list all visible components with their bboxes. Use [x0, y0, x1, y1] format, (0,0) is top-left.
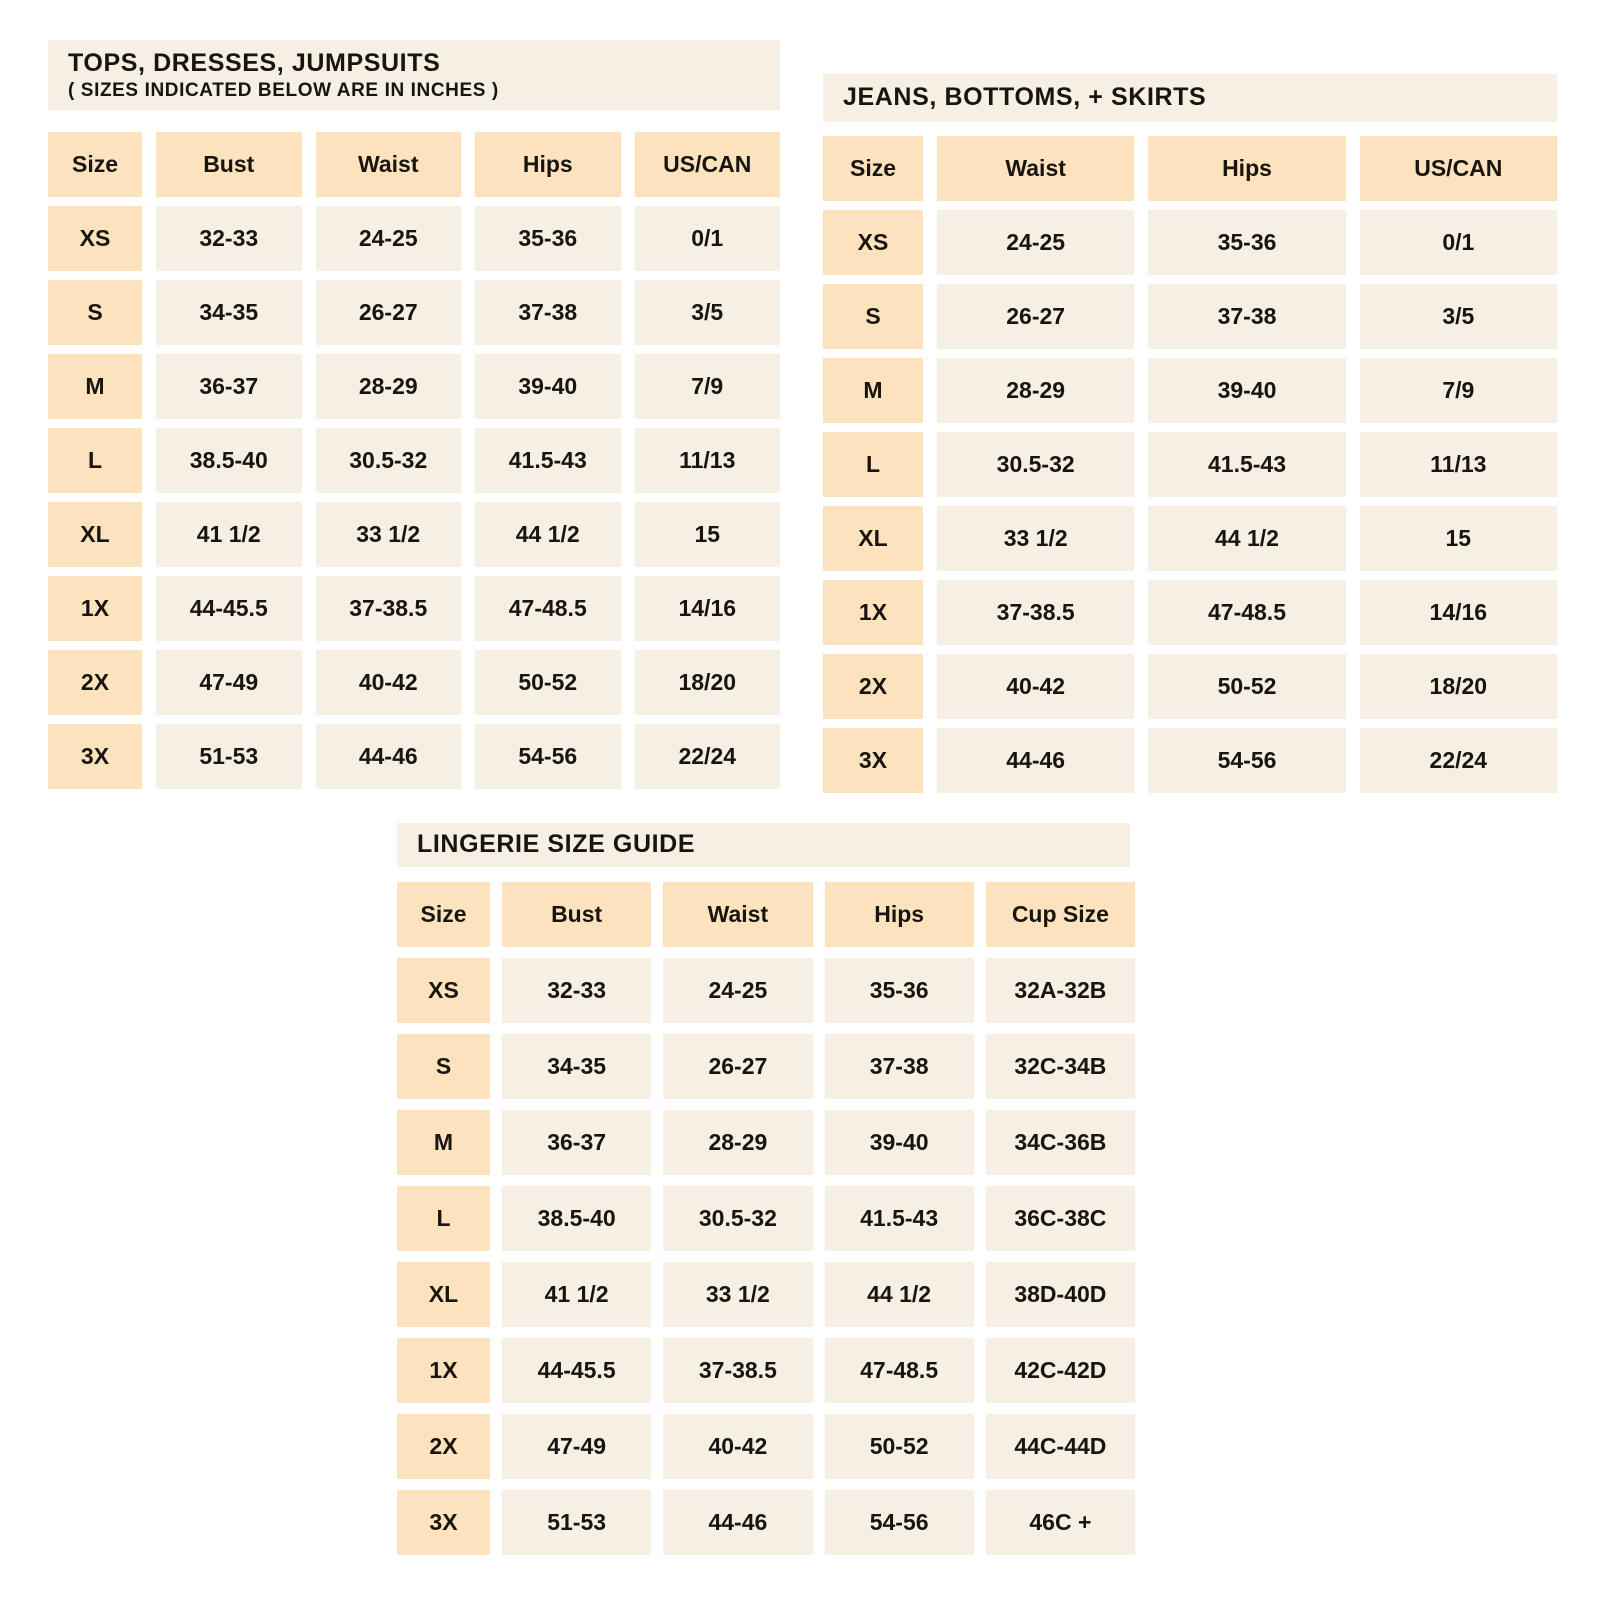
size-label-cell: L [823, 432, 923, 497]
measurement-cell: 47-49 [156, 650, 302, 715]
measurement-cell: 47-49 [502, 1414, 651, 1479]
column-header-waist: Waist [316, 132, 462, 197]
size-label-cell: 1X [48, 576, 142, 641]
measurement-cell: 51-53 [502, 1490, 651, 1555]
measurement-cell: 30.5-32 [937, 432, 1134, 497]
measurement-cell: 46C + [986, 1490, 1135, 1555]
measurement-cell: 54-56 [475, 724, 621, 789]
measurement-cell: 36-37 [156, 354, 302, 419]
measurement-cell: 18/20 [635, 650, 781, 715]
column-header-waist: Waist [663, 882, 812, 947]
lingerie-size-guide-table [397, 823, 1135, 1555]
measurement-cell: 47-48.5 [475, 576, 621, 641]
column-header-size: Size [397, 882, 490, 947]
measurement-cell: 26-27 [937, 284, 1134, 349]
column-header-cup-size: Cup Size [986, 882, 1135, 947]
size-label-cell: M [823, 358, 923, 423]
measurement-cell: 40-42 [937, 654, 1134, 719]
measurement-cell: 42C-42D [986, 1338, 1135, 1403]
measurement-cell: 38D-40D [986, 1262, 1135, 1327]
size-label-cell: XS [48, 206, 142, 271]
measurement-cell: 47-48.5 [825, 1338, 974, 1403]
size-label-cell: 3X [823, 728, 923, 793]
measurement-cell: 54-56 [825, 1490, 974, 1555]
measurement-cell: 24-25 [663, 958, 812, 1023]
tops-dresses-jumpsuits-table [48, 40, 780, 789]
measurement-cell: 32C-34B [986, 1034, 1135, 1099]
size-label-cell: XL [48, 502, 142, 567]
measurement-cell: 26-27 [663, 1034, 812, 1099]
measurement-cell: 44-46 [316, 724, 462, 789]
measurement-cell: 26-27 [316, 280, 462, 345]
measurement-cell: 34-35 [502, 1034, 651, 1099]
column-header-bust: Bust [156, 132, 302, 197]
measurement-cell: 33 1/2 [316, 502, 462, 567]
size-label-cell: XS [823, 210, 923, 275]
measurement-cell: 37-38.5 [663, 1338, 812, 1403]
measurement-cell: 50-52 [475, 650, 621, 715]
measurement-cell: 14/16 [1360, 580, 1557, 645]
measurement-cell: 0/1 [635, 206, 781, 271]
measurement-cell: 0/1 [1360, 210, 1557, 275]
measurement-cell: 44C-44D [986, 1414, 1135, 1479]
measurement-cell: 41.5-43 [825, 1186, 974, 1251]
lingerie-table-title: LINGERIE SIZE GUIDE [417, 830, 696, 859]
size-label-cell: 3X [397, 1490, 490, 1555]
measurement-cell: 44-46 [663, 1490, 812, 1555]
measurement-cell: 11/13 [635, 428, 781, 493]
measurement-cell: 44 1/2 [475, 502, 621, 567]
measurement-cell: 38.5-40 [156, 428, 302, 493]
size-label-cell: M [48, 354, 142, 419]
tops-table-grid [48, 132, 780, 789]
measurement-cell: 35-36 [825, 958, 974, 1023]
column-header-us-can: US/CAN [635, 132, 781, 197]
size-label-cell: S [823, 284, 923, 349]
measurement-cell: 37-38.5 [937, 580, 1134, 645]
measurement-cell: 54-56 [1148, 728, 1345, 793]
measurement-cell: 14/16 [635, 576, 781, 641]
column-header-size: Size [823, 136, 923, 201]
measurement-cell: 44-45.5 [502, 1338, 651, 1403]
size-label-cell: S [48, 280, 142, 345]
jeans-table-title: JEANS, BOTTOMS, + SKIRTS [843, 83, 1207, 112]
column-header-hips: Hips [825, 882, 974, 947]
size-label-cell: L [48, 428, 142, 493]
measurement-cell: 15 [635, 502, 781, 567]
jeans-table-grid [823, 136, 1557, 793]
measurement-cell: 41 1/2 [502, 1262, 651, 1327]
measurement-cell: 15 [1360, 506, 1557, 571]
measurement-cell: 30.5-32 [663, 1186, 812, 1251]
measurement-cell: 34C-36B [986, 1110, 1135, 1175]
measurement-cell: 41.5-43 [1148, 432, 1345, 497]
measurement-cell: 37-38.5 [316, 576, 462, 641]
measurement-cell: 40-42 [316, 650, 462, 715]
measurement-cell: 11/13 [1360, 432, 1557, 497]
measurement-cell: 33 1/2 [937, 506, 1134, 571]
measurement-cell: 22/24 [635, 724, 781, 789]
measurement-cell: 39-40 [475, 354, 621, 419]
measurement-cell: 36-37 [502, 1110, 651, 1175]
lingerie-table-grid [397, 882, 1135, 1555]
measurement-cell: 18/20 [1360, 654, 1557, 719]
measurement-cell: 24-25 [937, 210, 1134, 275]
measurement-cell: 41 1/2 [156, 502, 302, 567]
tops-table-subtitle: ( SIZES INDICATED BELOW ARE IN INCHES ) [68, 79, 499, 101]
measurement-cell: 37-38 [825, 1034, 974, 1099]
measurement-cell: 24-25 [316, 206, 462, 271]
measurement-cell: 51-53 [156, 724, 302, 789]
measurement-cell: 44-46 [937, 728, 1134, 793]
measurement-cell: 35-36 [475, 206, 621, 271]
tops-table-title: TOPS, DRESSES, JUMPSUITS [68, 49, 441, 77]
measurement-cell: 3/5 [635, 280, 781, 345]
size-label-cell: S [397, 1034, 490, 1099]
measurement-cell: 28-29 [316, 354, 462, 419]
column-header-size: Size [48, 132, 142, 197]
measurement-cell: 28-29 [663, 1110, 812, 1175]
column-header-hips: Hips [1148, 136, 1345, 201]
measurement-cell: 7/9 [635, 354, 781, 419]
jeans-bottoms-skirts-table [823, 74, 1557, 793]
measurement-cell: 35-36 [1148, 210, 1345, 275]
size-label-cell: 1X [397, 1338, 490, 1403]
size-label-cell: 2X [48, 650, 142, 715]
measurement-cell: 32-33 [502, 958, 651, 1023]
measurement-cell: 37-38 [1148, 284, 1345, 349]
measurement-cell: 22/24 [1360, 728, 1557, 793]
column-header-waist: Waist [937, 136, 1134, 201]
column-header-bust: Bust [502, 882, 651, 947]
measurement-cell: 32-33 [156, 206, 302, 271]
measurement-cell: 47-48.5 [1148, 580, 1345, 645]
measurement-cell: 30.5-32 [316, 428, 462, 493]
measurement-cell: 50-52 [825, 1414, 974, 1479]
size-label-cell: L [397, 1186, 490, 1251]
measurement-cell: 36C-38C [986, 1186, 1135, 1251]
measurement-cell: 7/9 [1360, 358, 1557, 423]
size-label-cell: XL [397, 1262, 490, 1327]
measurement-cell: 33 1/2 [663, 1262, 812, 1327]
size-label-cell: 3X [48, 724, 142, 789]
measurement-cell: 39-40 [825, 1110, 974, 1175]
size-label-cell: 1X [823, 580, 923, 645]
size-label-cell: M [397, 1110, 490, 1175]
size-label-cell: 2X [397, 1414, 490, 1479]
measurement-cell: 34-35 [156, 280, 302, 345]
measurement-cell: 44-45.5 [156, 576, 302, 641]
jeans-table-title-band [823, 74, 1557, 122]
tops-table-title-band [48, 40, 780, 110]
measurement-cell: 3/5 [1360, 284, 1557, 349]
measurement-cell: 32A-32B [986, 958, 1135, 1023]
size-label-cell: XL [823, 506, 923, 571]
measurement-cell: 28-29 [937, 358, 1134, 423]
lingerie-table-title-band [397, 823, 1130, 867]
measurement-cell: 40-42 [663, 1414, 812, 1479]
measurement-cell: 37-38 [475, 280, 621, 345]
measurement-cell: 39-40 [1148, 358, 1345, 423]
size-label-cell: XS [397, 958, 490, 1023]
measurement-cell: 50-52 [1148, 654, 1345, 719]
column-header-hips: Hips [475, 132, 621, 197]
measurement-cell: 44 1/2 [1148, 506, 1345, 571]
column-header-us-can: US/CAN [1360, 136, 1557, 201]
measurement-cell: 44 1/2 [825, 1262, 974, 1327]
measurement-cell: 38.5-40 [502, 1186, 651, 1251]
size-label-cell: 2X [823, 654, 923, 719]
measurement-cell: 41.5-43 [475, 428, 621, 493]
